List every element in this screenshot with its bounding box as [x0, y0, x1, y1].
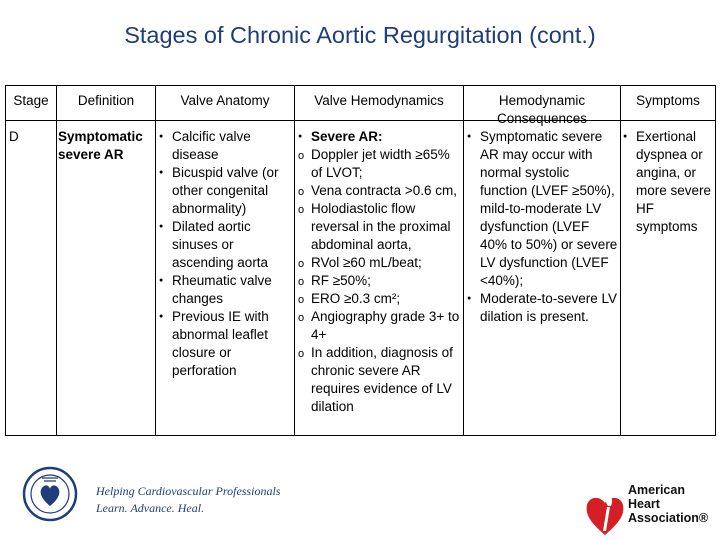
column-divider — [463, 86, 464, 435]
list-item: ● Bicuspid valve (or other congenital abnormality) — [159, 164, 293, 218]
heart-torch-icon — [583, 485, 627, 537]
aha-line: Association® — [628, 511, 709, 525]
header-symptoms: Symptoms — [636, 93, 700, 108]
list-item: o RF ≥50%; — [298, 272, 462, 290]
tagline-motto: Learn. Advance. Heal. — [96, 501, 205, 515]
list-item: ● Previous IE with abnormal leaflet closure or perforation — [159, 308, 293, 380]
stages-table — [5, 85, 716, 436]
list-item: o ERO ≥0.3 cm²; — [298, 290, 462, 308]
definition-value: Symptomatic severe AR — [58, 129, 143, 162]
aha-line: Heart — [628, 497, 660, 511]
list-item: ● Symptomatic severe AR may occur with normal systolic function (LVEF ≥50%), mild-to-moderate LV dysfunction (LVEF 40% to 50%) or severe LV dysfunction (LVEF <40%); — [467, 128, 619, 290]
column-divider — [155, 86, 156, 435]
valve-hemodynamics-cell — [298, 128, 462, 416]
column-divider — [294, 86, 295, 435]
header-divider — [6, 120, 715, 121]
list-item: o In addition, diagnosis of chronic severe AR requires evidence of LV dilation — [298, 344, 462, 416]
aha-wordmark — [628, 483, 708, 525]
column-divider — [56, 86, 57, 435]
page-title: Stages of Chronic Aortic Regurgitation (cont.) — [124, 22, 596, 48]
column-divider — [620, 86, 621, 435]
list-item: o Angiography grade 3+ to 4+ — [298, 308, 462, 344]
tagline: Helping Cardiovascular Professionals — [96, 484, 281, 498]
list-item: o Vena contracta >0.6 cm, — [298, 182, 462, 200]
header-valve-anatomy: Valve Anatomy — [180, 93, 270, 108]
stage-value: D — [9, 129, 19, 144]
acc-seal-icon — [22, 466, 78, 522]
footer — [0, 466, 720, 540]
list-item: ● Dilated aortic sinuses or ascending aorta — [159, 218, 293, 272]
list-item: o Doppler jet width ≥65% of LVOT; — [298, 146, 462, 182]
list-item: ● Rheumatic valve changes — [159, 272, 293, 308]
list-item: ● Moderate-to-severe LV dilation is present. — [467, 290, 619, 326]
aha-line: American — [628, 483, 685, 497]
header-stage: Stage — [13, 93, 49, 108]
header-definition: Definition — [77, 93, 135, 108]
header-hemodynamic-consequences: Hemodynamic Consequences — [496, 93, 588, 126]
valve-anatomy-list — [159, 128, 293, 380]
list-item: ● Calcific valve disease — [159, 128, 293, 164]
consequences-list — [467, 128, 619, 326]
hemodynamics-lead: ● Severe AR: — [298, 128, 462, 146]
list-item: ● Exertional dyspnea or angina, or more severe HF symptoms — [623, 128, 715, 236]
list-item: o RVol ≥60 mL/beat; — [298, 254, 462, 272]
list-item: o Holodiastolic flow reversal in the proximal abdominal aorta, — [298, 200, 462, 254]
header-valve-hemodynamics: Valve Hemodynamics — [314, 93, 444, 108]
symptoms-list — [623, 128, 715, 236]
